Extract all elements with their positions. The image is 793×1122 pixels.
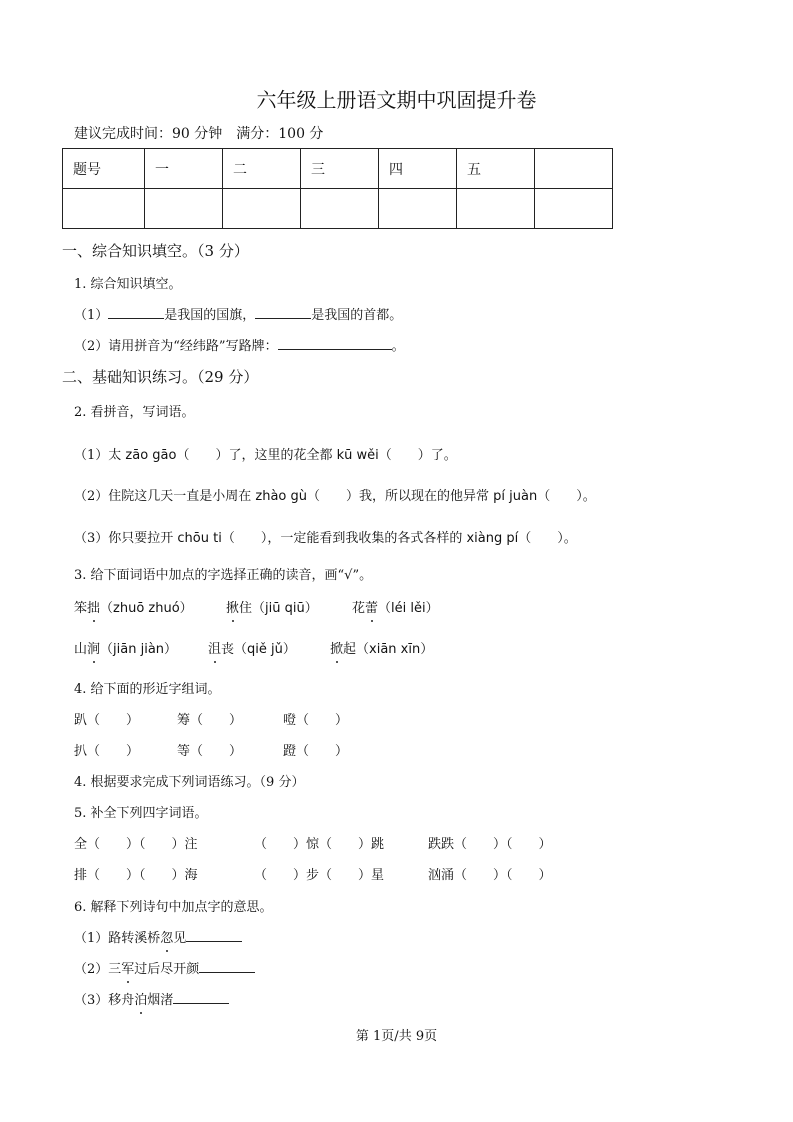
q1-2-suffix: 。 — [391, 339, 405, 354]
score-header-cell: 一 — [145, 149, 223, 189]
text: （2）住院这几天一直是小周在 — [74, 489, 256, 504]
q1-1-suffix: 是我国的首都。 — [311, 308, 403, 323]
pinyin-options[interactable]: （léi lěi） — [378, 601, 439, 616]
text: （ ）。 — [518, 531, 577, 546]
section-1-heading: 一、综合知识填空。（3 分） — [62, 242, 249, 260]
pinyin-options[interactable]: （jiū qiū） — [252, 601, 318, 616]
dotted-char: 蕾 — [365, 601, 379, 616]
score-header-cell: 五 — [457, 149, 535, 189]
dotted-char: 涧 — [87, 642, 101, 657]
answer-blank[interactable] — [255, 306, 311, 319]
q3-item — [330, 638, 433, 657]
page-title: 六年级上册语文期中巩固提升卷 — [256, 88, 537, 112]
q3-item — [352, 597, 439, 616]
text: 烟渚 — [147, 993, 174, 1008]
score-value-cell[interactable] — [457, 189, 535, 229]
pinyin: zhào gù — [255, 489, 308, 504]
dotted-char: 沮 — [208, 642, 222, 657]
q1-1-prefix: （1） — [74, 308, 109, 323]
score-value-cell[interactable] — [301, 189, 379, 229]
q5-item[interactable]: 汹涌（ ）（ ） — [428, 868, 552, 883]
answer-blank[interactable] — [199, 960, 255, 973]
text: 见 — [173, 931, 187, 946]
score-header-cell: 四 — [379, 149, 457, 189]
question-1-2 — [74, 335, 405, 354]
q4-item[interactable]: 噔（ ） — [283, 713, 349, 728]
q4-item[interactable]: 趴（ ） — [74, 713, 140, 728]
text: （ ），一定能看到我收集的各式各样的 — [221, 531, 467, 546]
score-header-cell: 题号 — [63, 149, 145, 189]
pinyin-options[interactable]: （xiān xīn） — [356, 642, 434, 657]
score-value-cell[interactable] — [535, 189, 613, 229]
text: （2）三 — [74, 962, 122, 977]
word-char: 住 — [239, 601, 253, 616]
q5-item[interactable]: 全（ ）（ ）注 — [74, 837, 198, 852]
dotted-char: 掀 — [330, 642, 344, 657]
pinyin-options[interactable]: （qiě jǔ） — [234, 642, 296, 657]
text: （1）太 — [74, 448, 126, 463]
dotted-char: 忽 — [160, 931, 174, 946]
question-2: 2. 看拼音，写词语。 — [74, 405, 195, 420]
pinyin: zāo gāo — [125, 448, 177, 463]
score-header-cell: 三 — [301, 149, 379, 189]
word-char: 花 — [352, 601, 366, 616]
pinyin-options[interactable]: （zhuō zhuó） — [100, 601, 193, 616]
q4-item[interactable]: 等（ ） — [177, 744, 243, 759]
question-6-3 — [74, 989, 229, 1008]
text: （1）路转溪桥 — [74, 931, 161, 946]
exam-info: 建议完成时间：90 分钟 满分：100 分 — [74, 126, 324, 142]
question-2-1 — [74, 444, 457, 463]
text: （3）移舟 — [74, 993, 135, 1008]
q5-item[interactable]: 排（ ）（ ）海 — [74, 868, 198, 883]
score-value-cell[interactable] — [379, 189, 457, 229]
score-table-value-row — [63, 189, 613, 229]
question-1: 1. 综合知识填空。 — [74, 277, 182, 292]
q5-item[interactable]: （ ）惊（ ）跳 — [254, 837, 385, 852]
dotted-char: 泊 — [134, 993, 148, 1008]
pinyin-options[interactable]: （jiān jiàn） — [100, 642, 178, 657]
pinyin: chōu ti — [177, 531, 222, 546]
question-3: 3. 给下面词语中加点的字选择正确的读音，画“√”。 — [74, 568, 373, 583]
score-table-header-row — [63, 149, 613, 189]
score-table — [62, 148, 613, 229]
answer-blank[interactable] — [108, 306, 164, 319]
q3-item — [74, 597, 193, 616]
question-4: 4. 给下面的形近字组词。 — [74, 682, 221, 697]
question-6: 6. 解释下列诗句中加点字的意思。 — [74, 900, 273, 915]
score-header-cell — [535, 149, 613, 189]
page-footer: 第 1页/共 9页 — [355, 1029, 438, 1044]
question-5: 5. 补全下列四字词语。 — [74, 806, 208, 821]
score-value-cell[interactable] — [145, 189, 223, 229]
q3-item — [226, 597, 318, 616]
question-2-3 — [74, 527, 577, 546]
q4-item[interactable]: 蹬（ ） — [283, 744, 349, 759]
text: 过后尽开颜 — [134, 962, 200, 977]
q1-2-prefix: （2）请用拼音为“经纬路”写路牌： — [74, 339, 278, 354]
answer-blank[interactable] — [186, 929, 242, 942]
question-2-2 — [74, 485, 596, 504]
q3-item — [208, 638, 296, 657]
dotted-char: 揪 — [226, 601, 240, 616]
question-4b: 4. 根据要求完成下列词语练习。（9 分） — [74, 775, 305, 790]
text: （3）你只要拉开 — [74, 531, 178, 546]
question-6-2 — [74, 958, 255, 977]
score-header-cell: 二 — [223, 149, 301, 189]
pinyin: kū wěi — [336, 448, 379, 463]
section-2-heading: 二、基础知识练习。（29 分） — [62, 368, 259, 386]
word-char: 笨 — [74, 601, 88, 616]
word-char: 丧 — [221, 642, 235, 657]
text: （ ）了。 — [378, 448, 457, 463]
pinyin: xiàng pí — [466, 531, 519, 546]
score-value-cell[interactable] — [63, 189, 145, 229]
q5-item[interactable]: （ ）步（ ）星 — [254, 868, 385, 883]
text: （ ）了，这里的花全都 — [176, 448, 337, 463]
q3-item — [74, 638, 177, 657]
q5-item[interactable]: 跌跌（ ）（ ） — [428, 837, 552, 852]
answer-blank[interactable] — [173, 991, 229, 1004]
q1-1-mid: 是我国的国旗， — [164, 308, 256, 323]
question-1-1 — [74, 304, 402, 323]
q4-item[interactable]: 扒（ ） — [74, 744, 140, 759]
answer-blank[interactable] — [278, 337, 392, 350]
text: （ ）我，所以现在的他异常 — [307, 489, 494, 504]
dotted-char: 军 — [121, 962, 135, 977]
score-value-cell[interactable] — [223, 189, 301, 229]
word-char: 起 — [343, 642, 357, 657]
dotted-char: 拙 — [87, 601, 101, 616]
pinyin: pí juàn — [493, 489, 538, 504]
q4-item[interactable]: 筹（ ） — [177, 713, 243, 728]
word-char: 山 — [74, 642, 88, 657]
text: （ ）。 — [537, 489, 596, 504]
question-6-1 — [74, 927, 242, 946]
